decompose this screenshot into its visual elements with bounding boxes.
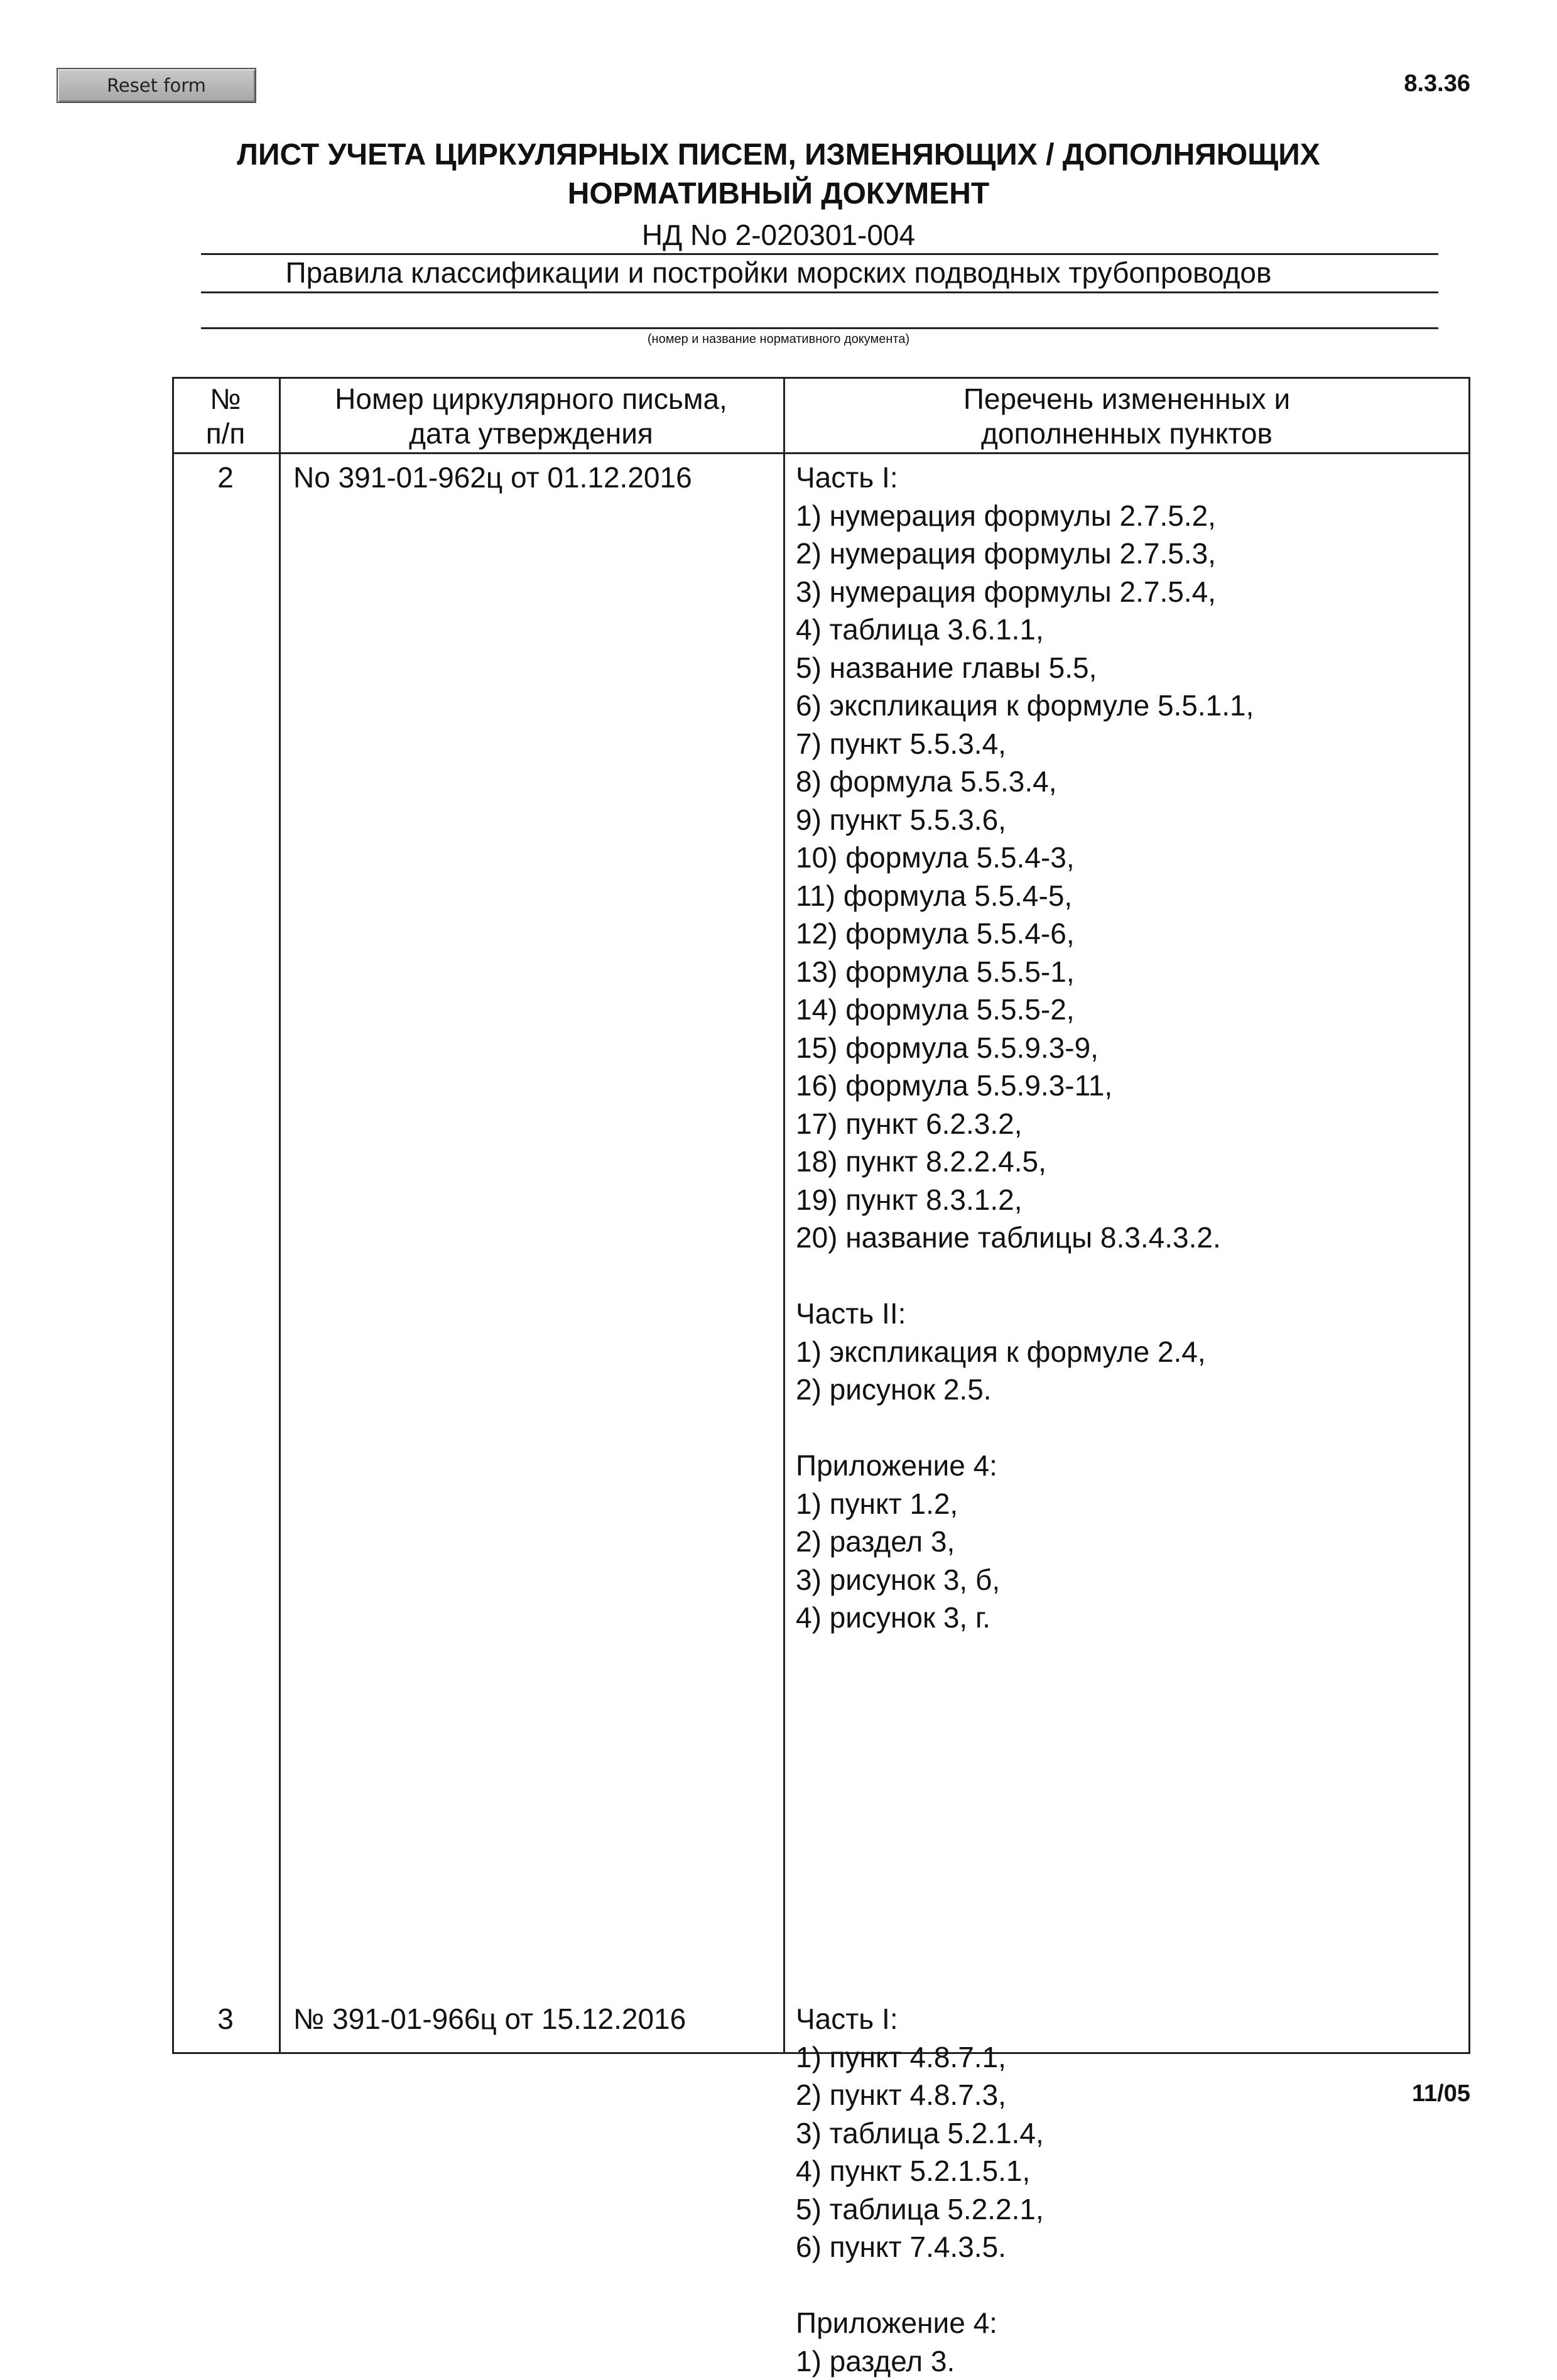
row-items: Часть I: 1) пункт 4.8.7.1, 2) пункт 4.8.7.3, 3) таблица 5.2.1.4, 4) пункт 5.2.1.5.1, 5) таблица 5.2.2.1, 6) пункт 7.4.3.5. Приложение 4: 1) раздел 3. <box>796 2002 1044 2377</box>
page-title-line2: НОРМАТИВНЫЙ ДОКУМЕНТ <box>567 177 990 210</box>
column-divider <box>279 377 281 2054</box>
header-cell-letter <box>279 382 783 451</box>
header-items-line2: дополненных пунктов <box>981 417 1272 450</box>
column-divider <box>783 377 785 2054</box>
header-letter-line2: дата утверждения <box>409 417 653 450</box>
field-caption: (номер и название нормативного документа) <box>647 332 910 346</box>
row-number: 3 <box>217 2002 234 2035</box>
page-number: 11/05 <box>1412 2080 1470 2107</box>
divider-line <box>201 327 1438 329</box>
row-letter: № 391-01-966ц от 15.12.2016 <box>293 2002 686 2035</box>
row-letter: No 391-01-962ц от 01.12.2016 <box>293 461 692 494</box>
divider-line <box>201 291 1438 293</box>
header-letter-line1: Номер циркулярного письма, <box>335 383 727 415</box>
header-cell-number <box>172 382 279 451</box>
document-code: 8.3.36 <box>1404 70 1470 97</box>
reset-form-button[interactable]: Reset form <box>57 68 256 103</box>
header-items-line1: Перечень измененных и <box>963 383 1291 415</box>
header-divider <box>172 452 1470 454</box>
header-number-line2: п/п <box>205 417 246 450</box>
row-number: 2 <box>217 461 234 494</box>
page-title-line1: ЛИСТ УЧЕТА ЦИРКУЛЯРНЫХ ПИСЕМ, ИЗМЕНЯЮЩИХ / ДОПОЛНЯЮЩИХ <box>237 138 1320 171</box>
header-cell-items <box>783 382 1470 451</box>
header-number-line1: № <box>210 383 241 415</box>
document-name: Правила классификации и постройки морских подводных трубопроводов <box>285 256 1272 289</box>
row-items: Часть I: 1) нумерация формулы 2.7.5.2, 2) нумерация формулы 2.7.5.3, 3) нумерация формулы 2.7.5.4, 4) таблица 3.6.1.1, 5) название главы 5.5, 6) экспликация к формуле 5.5.1.1, 7) пункт 5.5.3.4, 8) формула 5.5.3.4, 9) пункт 5.5.3.6, 10) формула 5.5.4-3, 11) формула 5.5.4-5, 12) формула 5.5.4-6, 13) формула 5.5.5-1, 14) формула 5.5.5-2, 15) формула 5.5.9.3-9, 16) формула 5.5.9.3-11, 17) пункт 6.2.3.2, 18) пункт 8.2.2.4.5, 19) пункт 8.3.1.2, 20) название таблицы 8.3.4.3.2. Часть II: 1) экспликация к формуле 2.4, 2) рисунок 2.5. Приложение 4: 1) пункт 1.2, 2) раздел 3, 3) рисунок 3, б, 4) рисунок 3, г. <box>796 461 1254 1634</box>
document-number: НД No 2-020301-004 <box>641 219 916 251</box>
